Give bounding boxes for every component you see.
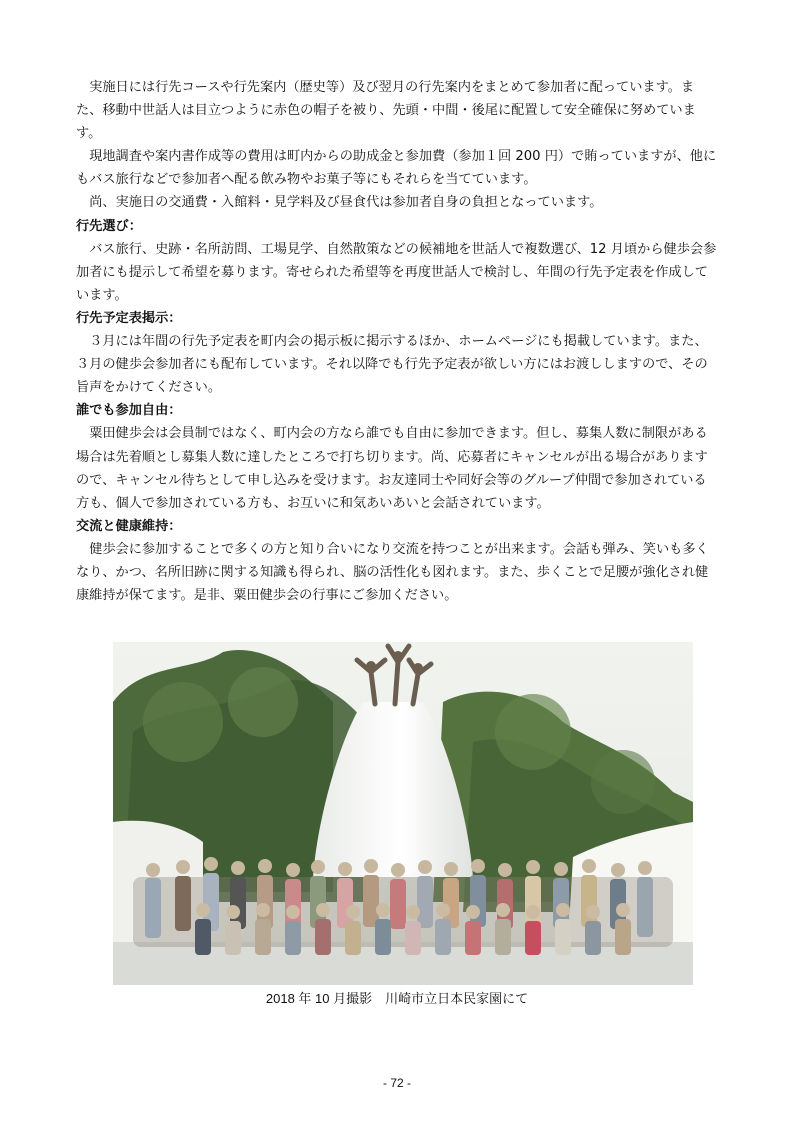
photo-caption: 2018 年 10 月撮影 川崎市立日本民家園にて [265,991,529,1006]
section-body-open-participation: 粟田健歩会は会員制ではなく、町内会の方なら誰でも自由に参加できます。但し、募集人数に制限がある場合は先着順とし募集人数に達したところで打ち切ります。尚、応募者にキャンセルが出る場合がありますので、キャンセル待ちとして申し込みを受けます。お友達同士や同好会等のグループ仲間で参加されている方も、個人で参加されている方も、お互いに和気あいあいと会話されています。 [76,426,708,511]
section-heading-open-participation: 誰でも参加自由： [76,403,182,419]
section-body-destination-selection: バス旅行、史跡・名所訪問、工場見学、自然散策などの候補地を世話人で複数選び、12 月頃から健歩会参加者にも提示して希望を募ります。寄せられた希望等を再度世話人で検討し、年間の行先予定表を作成しています。 [76,241,717,303]
group-photo [113,642,693,985]
section-heading-exchange-health: 交流と健康維持： [76,518,182,534]
section-body-schedule-posting: ３月には年間の行先予定表を町内会の掲示板に掲示するほか、ホームページにも掲載しています。また、３月の健歩会参加者にも配布しています。それ以降でも行先予定表が欲しい方にはお渡ししますので、その旨声をかけてください。 [76,334,708,396]
intro-paragraph-3: 尚、実施日の交通費・入館料・見学料及び昼食代は参加者自身の負担となっています。 [89,195,603,211]
article-body [76,76,718,607]
section-body-exchange-health: 健歩会に参加することで多くの方と知り合いになり交流を持つことが出来ます。会話も弾み、笑いも多くなり、かつ、名所旧跡に関する知識も得られ、脳の活性化も図れます。また、歩くことで足腰が強化され健康維持が保てます。是非、粟田健歩会の行事にご参加ください。 [76,541,709,604]
section-heading-schedule-posting: 行先予定表掲示： [76,310,182,326]
intro-paragraph-1: 実施日には行先コースや行先案内（歴史等）及び翌月の行先案内をまとめて参加者に配っています。また、移動中世話人は目立つように赤色の帽子を被り、先頭・中間・後尾に配置して安全確保に努めています。 [76,80,696,142]
group-photo-illustration [113,642,693,985]
intro-paragraph-2: 現地調査や案内書作成等の費用は町内からの助成金と参加費（参加１回 200 円）で賄っていますが、他にもバス旅行などで参加者へ配る飲み物やお菓子等にもそれらを当てています。 [76,149,717,188]
section-heading-destination-selection: 行先選び： [76,218,142,234]
page-number: - 72 - [382,1076,411,1090]
